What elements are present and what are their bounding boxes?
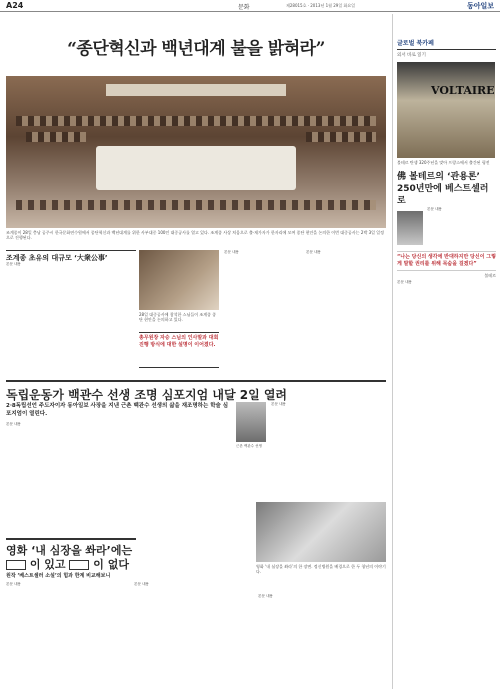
sidebar-column [392, 14, 496, 689]
page-header [0, 0, 500, 12]
story2-body-text: 본문 내용 [6, 422, 22, 426]
side-photo-caption: 28일 대중공사에 참석한 스님들이 조계종 종단 현안을 논의하고 있다. [139, 312, 217, 322]
pull-quote: “나는 당신의 생각에 반대하지만 당신이 그렇게 말할 권리를 위해 목숨을 걸겠다” [397, 251, 496, 271]
story3-body-text: 본문 내용 [6, 582, 22, 586]
issue-info: 제28015호 · 2013년 1월 29일 화요일 [286, 3, 356, 8]
story3-body-text: 본문 내용 [134, 582, 150, 586]
author-portrait [397, 211, 423, 245]
blank-box [6, 560, 26, 570]
blank-box [69, 560, 89, 570]
note-box [139, 332, 219, 368]
portrait-photo [236, 402, 266, 442]
headline-part3: 이 없다 [93, 558, 129, 571]
film-photo-caption: 영화 ‘내 심장을 쏴라’의 한 장면. 정신병원을 배경으로 한 두 청년의 이야기다. [256, 564, 386, 574]
article-body-text: 본문 내용 [306, 250, 322, 254]
article-body-text: 본문 내용 [6, 262, 22, 266]
paper-name: 동아일보 [466, 2, 494, 10]
story3-subhead: 원작 ‘베스트셀러 소설’의 힘과 한계 비교해보니 [6, 573, 111, 579]
column-title: 글로벌 북카페 [397, 36, 496, 50]
headline-part1: 영화 ‘내 심장을 쏴라’에는 [6, 544, 133, 557]
photo-crowd-row [16, 116, 376, 126]
article-head: 조계종 초유의 대규모 ‘大衆公事’ [6, 250, 136, 263]
main-headline: “종단혁신과 백년대계 불을 밝혀라” [67, 39, 325, 59]
story2-body-text: 본문 내용 [271, 402, 287, 406]
page-number: A24 [6, 1, 24, 10]
book-cover-image [397, 62, 495, 158]
photo-crowd-row [306, 132, 376, 142]
sidebar-body-text: 본문 내용 [427, 207, 443, 211]
main-photo [6, 76, 386, 228]
photo-crowd-row [16, 200, 376, 210]
story2-headline: 독립운동가 백관수 선생 조명 심포지엄 내달 2일 열려 [6, 380, 386, 403]
section-label: 문화 [238, 4, 250, 11]
story3-headline [6, 538, 136, 572]
photo-banner-shape [106, 84, 286, 96]
headline-part2: 이 있고 [29, 558, 66, 571]
film-still-photo [256, 502, 386, 562]
book-cover-title: VOLTAIRE [431, 84, 495, 97]
photo-table-shape [96, 146, 296, 190]
story3-body-text: 본문 내용 [258, 594, 274, 598]
portrait-caption: 근촌 백관수 선생 [236, 444, 262, 448]
column-subtitle: 외서 바로 읽기 [397, 53, 426, 58]
photo-crowd-row [26, 132, 86, 142]
main-column [6, 14, 386, 689]
sidebar-title: 佛 볼테르의 ‘관용론’ 250년만에 베스트셀러로 [397, 172, 489, 206]
story2-subhead: 2·8독립선언 주도자이자 동아일보 사장을 지낸 근촌 백관수 선생의 삶을 재조명하는 학술 심포지엄이 열린다. [6, 403, 229, 417]
book-caption: 볼테르 탄생 320주년을 맞아 프랑스에서 출간된 평전 [397, 160, 490, 165]
sidebar-body-text: 본문 내용 [397, 280, 413, 284]
side-photo [139, 250, 219, 310]
article-body-text: 본문 내용 [224, 250, 240, 254]
author-caption: 볼테르 [484, 273, 496, 278]
main-photo-caption: 조계종이 28일 충남 공주시 한국문화연수원에서 종단혁신과 백년대계를 위한 사부대중 100인 대중공사를 열고 있다. 조계종 사상 처음으로 출·재가자가 한자리에 모여 종단 현안을 논의한 이번 대중공사는 2박 3일 일정으로 진행된다. [6, 230, 384, 240]
note-box-text: 총무원장 자승 스님의 인사말과 대회 진행 방식에 대한 설명이 이어졌다. [139, 335, 219, 348]
